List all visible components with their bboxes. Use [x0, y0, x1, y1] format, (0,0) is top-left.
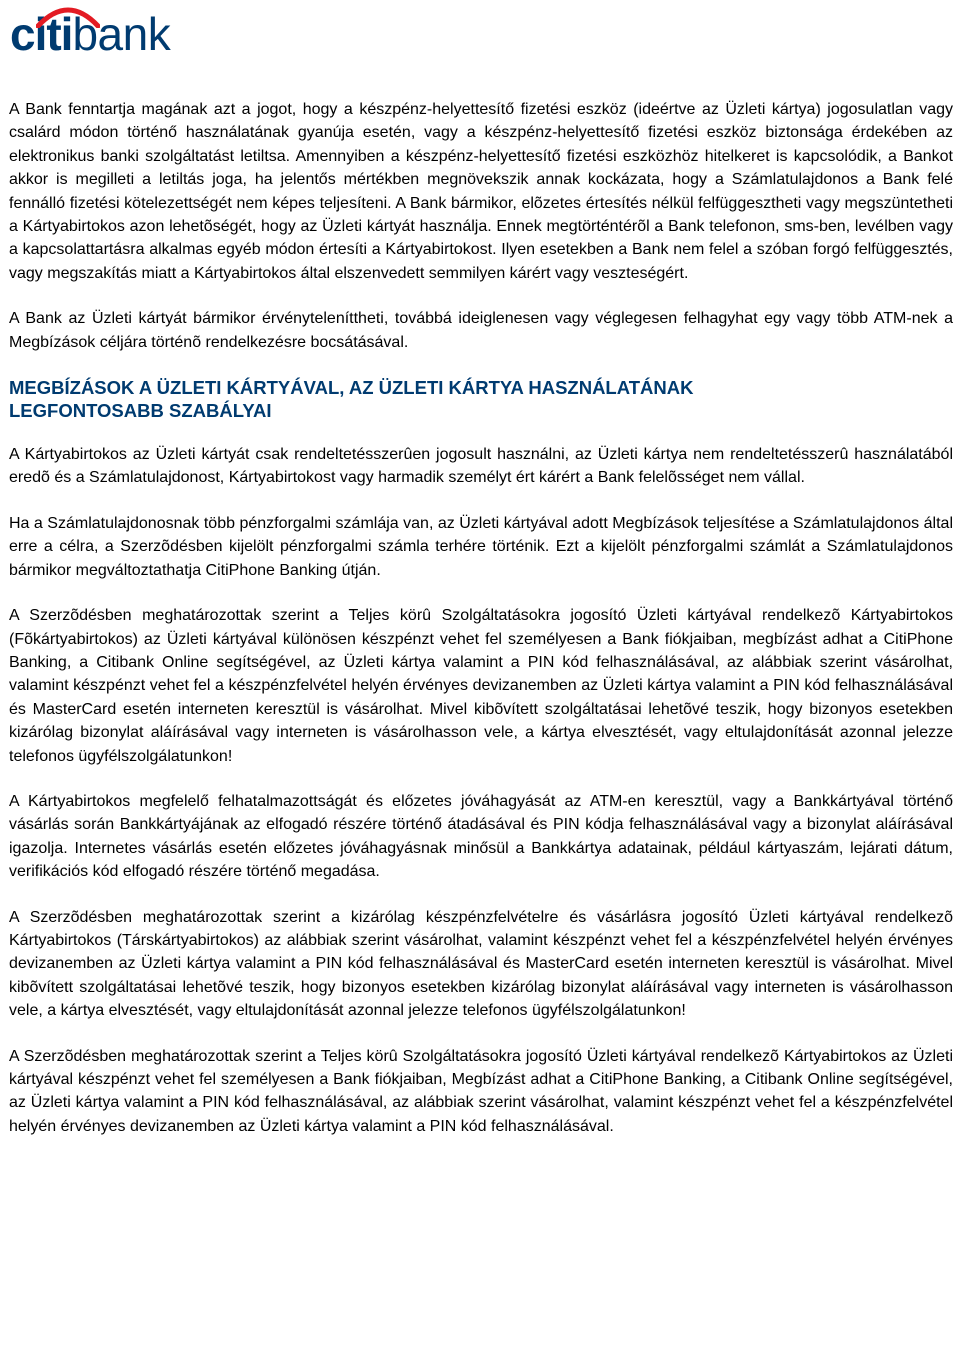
paragraph-card-invalidation: A Bank az Üzleti kártyát bármikor érvényteleníttheti, továbbá ideiglenesen vagy véglegesen felhagyhat egy vagy több ATM-nek a Megbízások céljára történõ rendelkezésre bocsátásával. [9, 310, 953, 351]
logo-bank-text: bank [72, 8, 171, 60]
paragraph-proper-use: A Kártyabirtokos az Üzleti kártyát csak rendeltetésszerûen jogosult használni, az Üzleti kártya nem rendeltetésszerû használatából eredõ és a Számlatulajdonost, Kártyabirtokost vagy harmadik személyt ért kárért a Bank felelõsséget nem vállal. [9, 446, 953, 487]
paragraph-full-service-main-card: A Szerzõdésben meghatározottak szerint a Teljes körû Szolgáltatásokra jogosító Üzleti kártyával rendelkezõ Kártyabirtokos (Fõkártyabirtokos) az Üzleti kártyával különösen készpénzt vehet fel személyesen a Bank fiókjaiban, megbízást adhat a CitiPhone Banking, a Citibank Online segítségével, az Üzleti kártya valamint a PIN kód felhasználásával, az alábbiak szerint vásárolhat, valamint készpénzt vehet fel a készpénzfelvétel helyén érvényes devizanemben az Üzleti kártya valamint a PIN kód felhasználásával és MasterCard esetén interneten keresztül is vásárolhat. Mivel kibõvített szolgáltatásai lehetõvé teszik, hogy bizonyos esetekben kizárólag bizonylat aláírásával vagy interneten is vásárolhasson vele, a kártya elvesztését, vagy eltulajdonítását azonnal jelezze telefonos ügyfélszolgálatunkon! [9, 607, 953, 765]
logo-citi-text: citi [10, 8, 73, 60]
paragraph-authorisation: A Kártyabirtokos megfelelő felhatalmazottságát és előzetes jóváhagyását az ATM-en keresztül, vagy a Bankkártyával történő vásárlás során Bankkártyájának az elfogadó részére történő átadásával és PIN kódja felhasználásával vagy a bizonylat aláírásával igazolja. Internetes vásárlás esetén előzetes jóváhagyásnak minősül a Bankkártya adatainak, például kártyaszám, lejárati dátum, verifikációs kód elfogadó részére történő megadása. [9, 792, 953, 881]
paragraph-supplementary-card: A Szerzõdésben meghatározottak szerint a kizárólag készpénzfelvételre és vásárlásra jogosító Üzleti kártyával rendelkezõ Kártyabirtokos (Társkártyabirtokos) az alábbiak szerint vásárolhat, valamint készpénzt vehet fel a készpénzfelvétel helyén érvényes devizanemben az Üzleti kártya valamint a PIN kód felhasználásával és MasterCard esetén interneten keresztül is vásárolhat. Mivel kibõvített szolgáltatásai lehetõvé teszik, hogy bizonyos esetekben kizárólag bizonylat aláírásával vagy interneten is vásárolhasson vele, a kártya elvesztését, vagy eltulajdonítását azonnal jelezze telefonos ügyfélszolgálatunkon! [9, 908, 953, 1020]
paragraph-designated-account: Ha a Számlatulajdonosnak több pénzforgalmi számlája van, az Üzleti kártyával adott Megbízások teljesítése a Számlatulajdonos által erre a célra, a Szerzõdésben kijelölt pénzforgalmi számla terhére történik. Ezt a kijelölt pénzforgalmi számlát a Számlatulajdonos bármikor megváltoztathatja CitiPhone Banking útján. [9, 514, 953, 579]
document-body [9, 98, 953, 1160]
paragraph-card-blocking: A Bank fenntartja magának azt a jogot, hogy a készpénz-helyettesítő fizetési eszköz (ideértve az Üzleti kártya) jogosulatlan vagy csalárd módon történő használatának gyanúja esetén, vagy a készpénz-helyettesítő fizetési eszköz biztonsága érdekében az elektronikus banki szolgáltatást letiltsa. Amennyiben a készpénz-helyettesítő fizetési eszközhöz hitelkeret is kapcsolódik, a Bankot akkor is megilleti a letiltás joga, ha jelentős mértékben megnövekszik annak kockázata, hogy a Számlatulajdonos a Bank felé fennálló fizetési kötelezettségét nem képes teljesíteni. A Bank bármikor, elõzetes értesítés nélkül felfüggesztheti vagy megszüntetheti a Kártyabirtokos azon lehetõségét, hogy az Üzleti kártyát használja. Ennek megtörténtérõl a Bank telefonon, sms-ben, levélben vagy a kapcsolattartásra alkalmas egyéb módon értesíti a Kártyabirtokost. Ilyen esetekben a Bank nem felel a szóban forgó felfüggesztés, vagy megszakítás miatt a Kártyabirtokos által elszenvedett semmilyen kárért vagy veszteségért. [9, 101, 953, 282]
logo-arc-icon [36, 0, 100, 28]
section-title-line-1: MEGBÍZÁSOK A ÜZLETI KÁRTYÁVAL, AZ ÜZLETI KÁRTYA HASZNÁLATÁNAK [9, 377, 694, 399]
section-title [9, 376, 953, 422]
section-title-line-2: LEGFONTOSABB SZABÁLYAI [9, 400, 272, 422]
citibank-logo [10, 2, 170, 58]
paragraph-full-service-card: A Szerzõdésben meghatározottak szerint a Teljes körû Szolgáltatásokra jogosító Üzleti kártyával rendelkezõ Kártyabirtokos az Üzleti kártyával készpénzt vehet fel személyesen a Bank fiókjaiban, Megbízást adhat a CitiPhone Banking, a Citibank Online segítségével, az Üzleti kártya valamint a PIN kód felhasználásával, az alábbiak szerint vásárolhat, valamint készpénzt vehet fel a készpénzfelvétel helyén érvényes devizanemben az Üzleti kártya valamint a PIN kód felhasználásával. [9, 1047, 953, 1135]
